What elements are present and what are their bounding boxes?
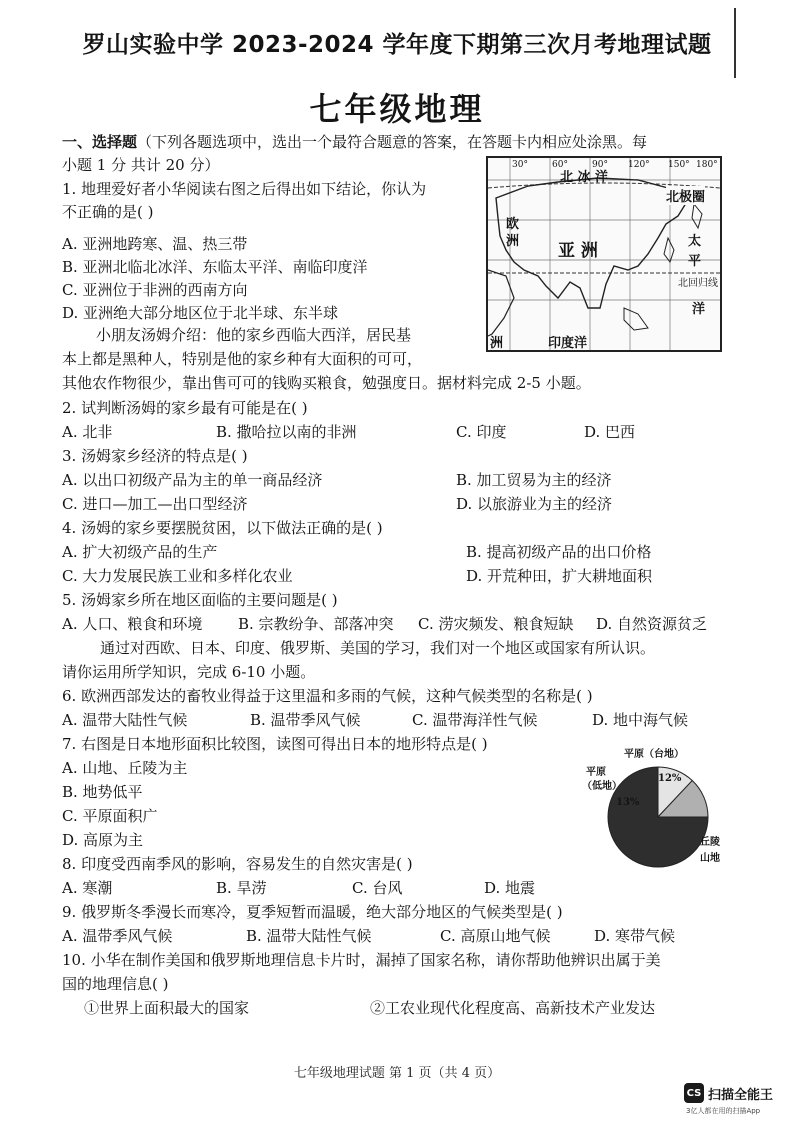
pie-value-plateau: 12% xyxy=(658,773,682,784)
map-label-pacific-3: 洋 xyxy=(692,302,706,317)
japan-terrain-pie-chart xyxy=(580,745,730,875)
map-deg-150: 150° xyxy=(668,160,690,170)
section-instructions-line1 xyxy=(62,131,647,153)
pie-label-plateau-plain: 平原（台地） xyxy=(624,749,684,760)
q2-stem: 2. 试判断汤姆的家乡最有可能是在( ) xyxy=(62,399,308,417)
q7-stem: 7. 右图是日本地形面积比较图，读图可得出日本的地形特点是( ) xyxy=(62,735,488,753)
map-label-europe: 欧 洲 xyxy=(506,217,520,249)
q3-stem: 3. 汤姆家乡经济的特点是( ) xyxy=(62,447,248,465)
q3-option-a: A. 以出口初级产品为主的单一商品经济 xyxy=(62,471,323,489)
q3-option-b: B. 加工贸易为主的经济 xyxy=(456,471,612,489)
q5-option-d: D. 自然资源贫乏 xyxy=(596,615,708,633)
q5-stem: 5. 汤姆家乡所在地区面临的主要问题是( ) xyxy=(62,591,338,609)
q8-option-d: D. 地震 xyxy=(484,879,536,897)
map-deg-180: 180° xyxy=(696,160,718,170)
passage1-line3: 其他农作物很少，靠出售可可的钱购买粮食，勉强度日。据材料完成 2-5 小题。 xyxy=(62,374,591,392)
passage2-line2: 请你运用所学知识，完成 6-10 小题。 xyxy=(62,663,316,681)
q9-option-b: B. 温带大陆性气候 xyxy=(246,927,372,945)
section-instructions: （下列各题选项中，选出一个最符合题意的答案，在答题卡内相应处涂黑。每 xyxy=(137,133,648,151)
passage1-line2: 本上都是黑种人，特别是他的家乡种有大面积的可可， xyxy=(62,350,423,368)
map-label-arctic: 北 冰 洋 xyxy=(560,170,609,185)
q9-option-a: A. 温带季风气候 xyxy=(62,927,173,945)
map-label-arctic-circle: 北极圈 xyxy=(666,186,705,205)
q9-option-c: C. 高原山地气候 xyxy=(440,927,551,945)
pie-label-mountains: 山地 xyxy=(700,853,720,864)
q1-stem-line2: 不正确的是( ) xyxy=(62,203,154,221)
page-footer: 七年级地理试题 第 1 页（共 4 页） xyxy=(293,1066,501,1081)
q6-option-d: D. 地中海气候 xyxy=(592,711,689,729)
passage2-line1: 通过对西欧、日本、印度、俄罗斯、美国的学习，我们对一个地区或国家有所认识。 xyxy=(100,639,656,657)
map-deg-90: 90° xyxy=(592,160,608,170)
passage1-line1: 小朋友汤姆介绍：他的家乡西临大西洋，居民基 xyxy=(96,326,412,344)
section-instructions-line2: 小题 1 分 共计 20 分） xyxy=(62,156,220,174)
q7-option-c: C. 平原面积广 xyxy=(62,807,158,825)
q2-option-d: D. 巴西 xyxy=(584,423,636,441)
q6-option-c: C. 温带海洋性气候 xyxy=(412,711,538,729)
q8-option-a: A. 寒潮 xyxy=(62,879,113,897)
q10-stem-line2: 国的地理信息( ) xyxy=(62,975,169,993)
q10-stem-line1: 10. 小华在制作美国和俄罗斯地理信息卡片时，漏掉了国家名称，请你帮助他辨识出属于美 xyxy=(62,951,661,969)
q5-option-a: A. 人口、粮食和环境 xyxy=(62,615,203,633)
q1-option-a: A. 亚洲地跨寒、温、热三带 xyxy=(62,235,248,253)
q7-option-b: B. 地势低平 xyxy=(62,783,143,801)
q5-option-b: B. 宗教纷争、部落冲突 xyxy=(238,615,394,633)
q1-option-b: B. 亚洲北临北冰洋、东临太平洋、南临印度洋 xyxy=(62,258,368,276)
map-label-indian-ocean: 印度洋 xyxy=(548,336,588,351)
pie-label-lowland-plain: 平原 xyxy=(586,767,606,778)
map-label-asia: 亚 洲 xyxy=(558,241,598,261)
q6-stem: 6. 欧洲西部发达的畜牧业得益于这里温和多雨的气候，这种气候类型的名称是( ) xyxy=(62,687,593,705)
q1-option-d: D. 亚洲绝大部分地区位于北半球、东半球 xyxy=(62,304,339,322)
q2-option-b: B. 撒哈拉以南的非洲 xyxy=(216,423,357,441)
q10-info-1: ①世界上面积最大的国家 xyxy=(84,999,250,1017)
q1-stem-line1: 1. 地理爱好者小华阅读右图之后得出如下结论，你认为 xyxy=(62,180,427,198)
q4-option-d: D. 开荒种田，扩大耕地面积 xyxy=(466,567,653,585)
map-label-pacific-1: 太 xyxy=(688,234,702,249)
q8-option-c: C. 台风 xyxy=(352,879,403,897)
map-deg-120: 120° xyxy=(628,160,650,170)
q4-option-b: B. 提高初级产品的出口价格 xyxy=(466,543,652,561)
q9-option-d: D. 寒带气候 xyxy=(594,927,676,945)
q2-option-a: A. 北非 xyxy=(62,423,113,441)
pie-value-lowland: 13% xyxy=(616,797,640,808)
map-label-pacific-2: 平 xyxy=(688,254,702,269)
q4-stem: 4. 汤姆的家乡要摆脱贫困，以下做法正确的是( ) xyxy=(62,519,383,537)
q6-option-b: B. 温带季风气候 xyxy=(250,711,361,729)
q4-option-c: C. 大力发展民族工业和多样化农业 xyxy=(62,567,293,585)
scanner-logo-icon: CS xyxy=(684,1083,704,1103)
pie-label-lowland-suffix: （低地） xyxy=(582,781,622,792)
q7-option-a: A. 山地、丘陵为主 xyxy=(62,759,188,777)
scanner-app-name: 扫描全能王 xyxy=(708,1087,774,1103)
scanner-watermark xyxy=(684,1083,773,1103)
q3-option-c: C. 进口—加工—出口型经济 xyxy=(62,495,248,513)
q9-stem: 9. 俄罗斯冬季漫长而寒冷，夏季短暂而温暖，绝大部分地区的气候类型是( ) xyxy=(62,903,563,921)
map-label-africa: 洲 xyxy=(490,336,504,351)
q3-option-d: D. 以旅游业为主的经济 xyxy=(456,495,613,513)
q4-option-a: A. 扩大初级产品的生产 xyxy=(62,543,218,561)
scanner-tagline: 3亿人都在用的扫描App xyxy=(686,1107,761,1115)
q2-option-c: C. 印度 xyxy=(456,423,507,441)
q1-option-c: C. 亚洲位于非洲的西南方向 xyxy=(62,281,248,299)
map-label-tropic: 北回归线 xyxy=(678,274,718,289)
pie-label-hills: 丘陵 xyxy=(700,837,720,848)
q6-option-a: A. 温带大陆性气候 xyxy=(62,711,188,729)
q10-info-2: ②工农业现代化程度高、高新技术产业发达 xyxy=(370,999,656,1017)
asia-map xyxy=(486,156,722,352)
grade-title: 七年级地理 xyxy=(309,90,485,128)
map-deg-60: 60° xyxy=(552,160,568,170)
q7-option-d: D. 高原为主 xyxy=(62,831,144,849)
map-deg-30: 30° xyxy=(512,160,528,170)
q5-option-c: C. 涝灾频发、粮食短缺 xyxy=(418,615,574,633)
q8-stem: 8. 印度受西南季风的影响，容易发生的自然灾害是( ) xyxy=(62,855,413,873)
school-title: 罗山实验中学 2023-2024 学年度下期第三次月考地理试题 xyxy=(82,32,712,58)
section-heading: 一、选择题 xyxy=(62,133,138,151)
q8-option-b: B. 旱涝 xyxy=(216,879,267,897)
